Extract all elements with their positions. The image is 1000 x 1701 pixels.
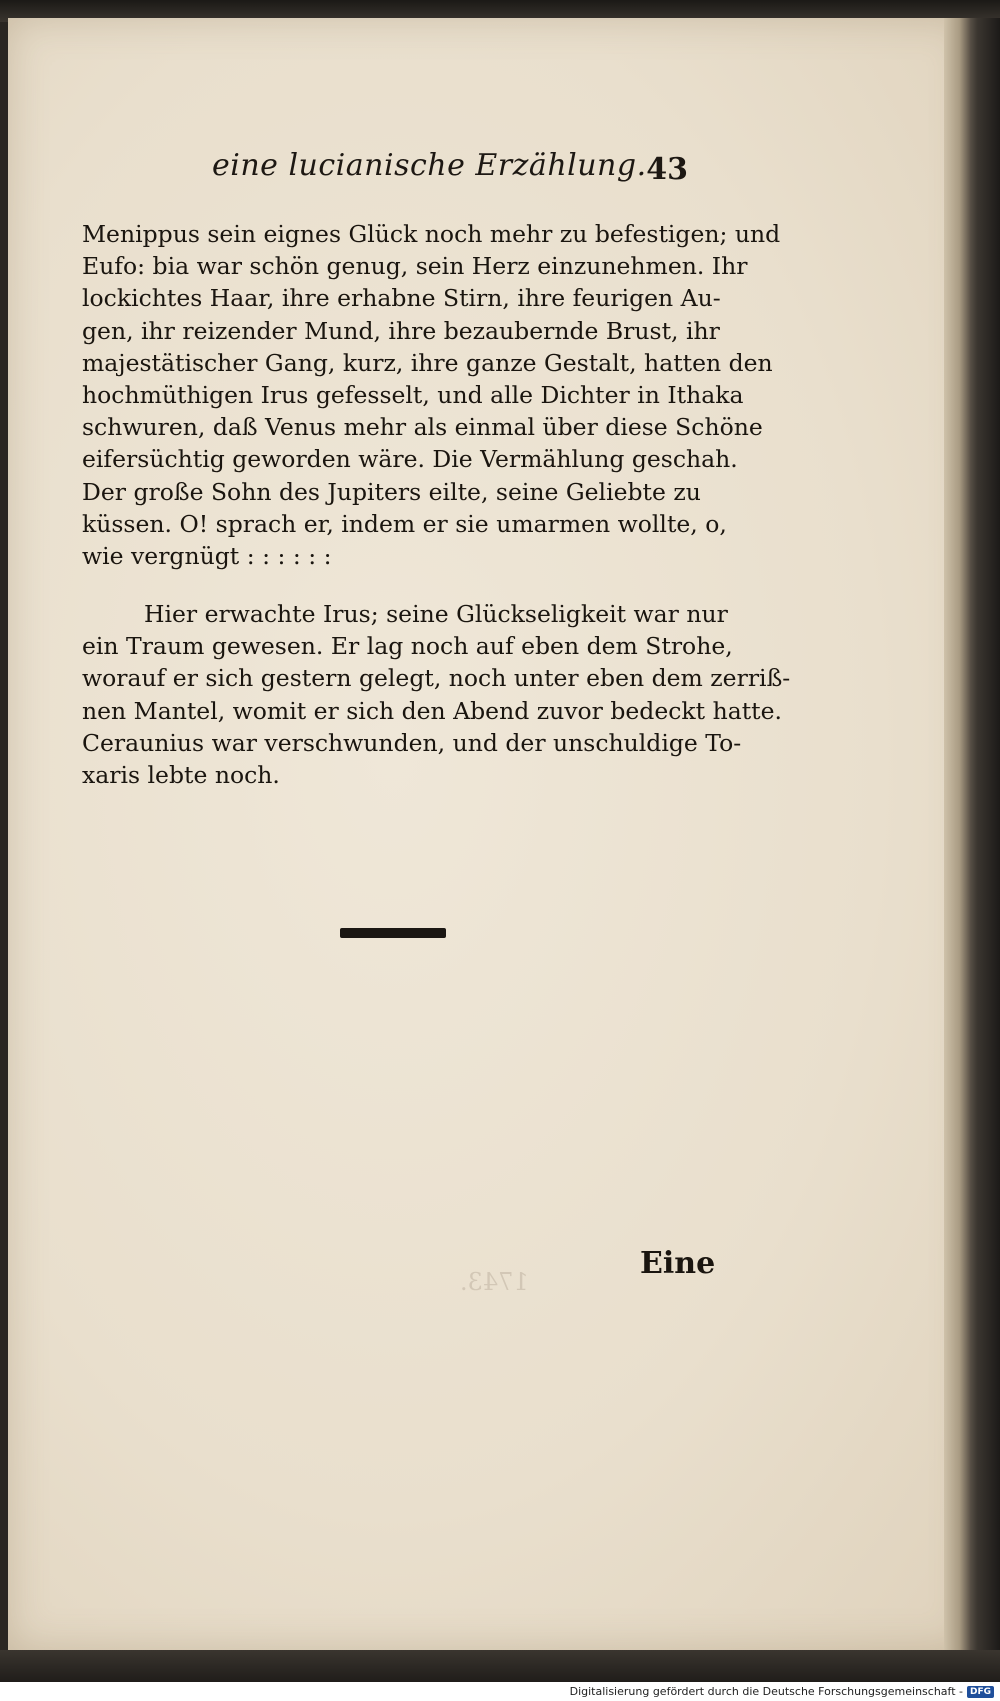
text-line: küssen. O! sprach er, indem er sie umarmen wollte, o, — [82, 509, 727, 538]
bleed-through-text: 1743. — [460, 1268, 529, 1296]
text-line: gen, ihr reizender Mund, ihre bezaubernde Brust, ihr — [82, 316, 720, 345]
text-line: majestätischer Gang, kurz, ihre ganze Gestalt, hatten den — [82, 348, 773, 377]
text-line: hochmüthigen Irus gefesselt, und alle Dichter in Ithaka — [82, 381, 744, 410]
text-line: Menippus sein eignes Glück noch mehr zu befestigen; und — [82, 220, 781, 248]
text-line: eifersüchtig geworden wäre. Die Vermählung geschah. — [82, 445, 738, 474]
text-line: lockichtes Haar, ihre erhabne Stirn, ihre feurigen Au- — [82, 284, 721, 313]
text-line: worauf er sich gestern gelegt, noch unter eben dem zerriß- — [82, 664, 791, 693]
text-line: Eufo: bia war schön genug, sein Herz einzunehmen. Ihr — [82, 252, 748, 281]
dfg-logo-icon: DFG — [967, 1686, 994, 1698]
paragraph-2 — [82, 598, 791, 791]
page-gutter-shadow — [944, 18, 970, 1650]
credit-text: Digitalisierung gefördert durch die Deutsche Forschungsgemeinschaft - — [569, 1685, 963, 1698]
section-divider-rule — [340, 928, 446, 938]
text-line: xaris lebte noch. — [82, 761, 280, 790]
text-line: Ceraunius war verschwunden, und der unschuldige To- — [82, 728, 742, 757]
text-line: wie vergnügt : : : : : : — [82, 542, 332, 571]
page-number: 43 — [646, 152, 688, 187]
text-line: nen Mantel, womit er sich den Abend zuvor bedeckt hatte. — [82, 696, 782, 725]
running-title: eine lucianische Erzählung. — [212, 148, 647, 183]
text-line: Hier erwachte Irus; seine Glückseligkeit war nur — [144, 600, 728, 628]
page-header — [200, 148, 694, 196]
text-line: Der große Sohn des Jupiters eilte, seine Geliebte zu — [82, 477, 701, 506]
catchword: Eine — [640, 1246, 716, 1281]
scan-edge-bottom — [0, 1650, 1000, 1682]
digitization-credit-bar — [0, 1682, 1000, 1701]
text-line: ein Traum gewesen. Er lag noch auf eben dem Strohe, — [82, 632, 733, 661]
paragraph-1 — [82, 218, 781, 572]
text-line: schwuren, daß Venus mehr als einmal über diese Schöne — [82, 413, 763, 442]
